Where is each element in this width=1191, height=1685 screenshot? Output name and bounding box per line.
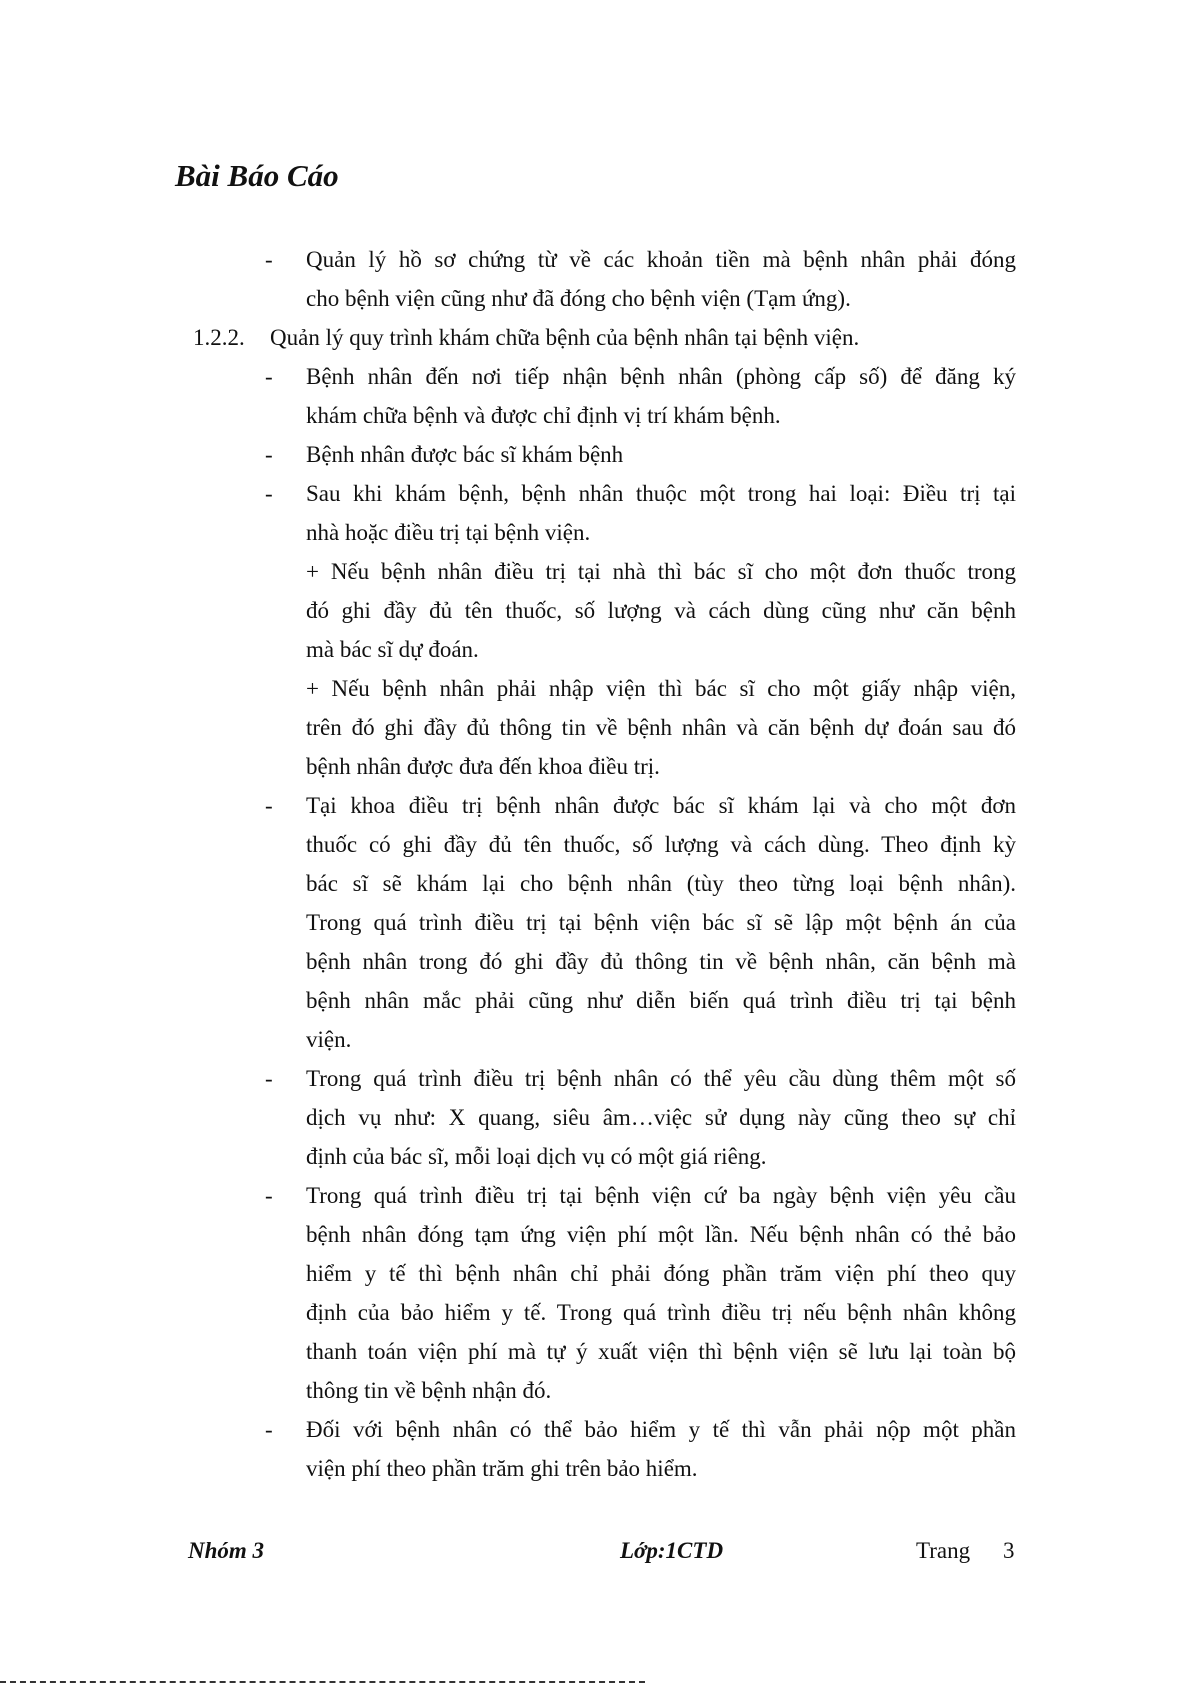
page-footer: [0, 1538, 1191, 1568]
line-text: khám chữa bệnh và được chỉ định vị trí khám bệnh.: [306, 403, 781, 428]
line-text: Trong quá trình điều trị tại bệnh viện cứ ba ngày bệnh viện yêu cầu: [306, 1183, 1016, 1208]
bullet-dash: -: [265, 1183, 273, 1208]
line-text: định của bác sĩ, mỗi loại dịch vụ có một giá riêng.: [306, 1144, 767, 1169]
section-heading-text: Quản lý quy trình khám chữa bệnh của bệnh nhân tại bệnh viện.: [270, 325, 860, 350]
line-text: hiểm y tế thì bệnh nhân chỉ phải đóng phần trăm viện phí theo quy: [306, 1261, 1016, 1286]
line-text: Quản lý hồ sơ chứng từ về các khoản tiền mà bệnh nhân phải đóng: [306, 247, 1016, 272]
line-text: bệnh nhân trong đó ghi đầy đủ thông tin về bệnh nhân, căn bệnh mà: [306, 949, 1016, 974]
text-line: [0, 630, 1191, 669]
page-header-title: Bài Báo Cáo: [175, 158, 339, 193]
line-text: bệnh nhân đóng tạm ứng viện phí một lần. Nếu bệnh nhân có thẻ bảo: [306, 1222, 1016, 1247]
text-line: [0, 1137, 1191, 1176]
text-line: [0, 1293, 1191, 1332]
line-text: bác sĩ sẽ khám lại cho bệnh nhân (tùy theo từng loại bệnh nhân).: [306, 871, 1016, 896]
bullet-dash: -: [265, 364, 273, 389]
line-text: + Nếu bệnh nhân điều trị tại nhà thì bác sĩ cho một đơn thuốc trong: [306, 559, 1016, 584]
line-text: thông tin về bệnh nhận đó.: [306, 1378, 552, 1403]
text-line: [0, 747, 1191, 786]
line-text: Tại khoa điều trị bệnh nhân được bác sĩ khám lại và cho một đơn: [306, 793, 1016, 818]
bullet-dash: -: [265, 442, 273, 467]
text-line: [0, 474, 1191, 513]
text-line: [0, 825, 1191, 864]
section-number: 1.2.2.: [193, 325, 245, 350]
line-text: Sau khi khám bệnh, bệnh nhân thuộc một trong hai loại: Điều trị tại: [306, 481, 1016, 506]
line-text: Bệnh nhân được bác sĩ khám bệnh: [306, 442, 624, 467]
text-line: [0, 513, 1191, 552]
text-line: [0, 1254, 1191, 1293]
text-line: [0, 864, 1191, 903]
text-line: [0, 1371, 1191, 1410]
text-line: [0, 1020, 1191, 1059]
bullet-dash: -: [265, 1417, 273, 1442]
text-line: [0, 240, 1191, 279]
footer-class: Lớp:1CTD: [620, 1538, 724, 1563]
text-line: [0, 942, 1191, 981]
page-bottom-divider: [0, 1681, 645, 1683]
line-text: viện phí theo phần trăm ghi trên bảo hiểm.: [306, 1456, 698, 1481]
line-text: Bệnh nhân đến nơi tiếp nhận bệnh nhân (phòng cấp số) để đăng ký: [306, 364, 1016, 389]
text-line: [0, 1176, 1191, 1215]
line-text: bệnh nhân được đưa đến khoa điều trị.: [306, 754, 660, 779]
text-line: [0, 1059, 1191, 1098]
text-line: [0, 435, 1191, 474]
text-line: [0, 357, 1191, 396]
text-line: [0, 1098, 1191, 1137]
bullet-dash: -: [265, 481, 273, 506]
text-line: [0, 981, 1191, 1020]
footer-page-label: Trang: [916, 1538, 971, 1563]
line-text: thanh toán viện phí mà tự ý xuất viện thì bệnh viện sẽ lưu lại toàn bộ: [306, 1339, 1016, 1364]
text-line: [0, 1410, 1191, 1449]
section-heading: [0, 318, 1191, 357]
line-text: đó ghi đầy đủ tên thuốc, số lượng và cách dùng cũng như căn bệnh: [306, 598, 1016, 623]
line-text: cho bệnh viện cũng như đã đóng cho bệnh viện (Tạm ứng).: [306, 286, 851, 311]
footer-page-number: 3: [1003, 1538, 1015, 1563]
line-text: định của bảo hiểm y tế. Trong quá trình điều trị nếu bệnh nhân không: [306, 1300, 1016, 1325]
text-line: [0, 552, 1191, 591]
line-text: nhà hoặc điều trị tại bệnh viện.: [306, 520, 591, 545]
text-line: [0, 1449, 1191, 1488]
text-line: [0, 591, 1191, 630]
text-line: [0, 786, 1191, 825]
text-line: [0, 708, 1191, 747]
text-line: [0, 279, 1191, 318]
document-body: [0, 240, 1191, 1488]
bullet-dash: -: [265, 247, 273, 272]
bullet-dash: -: [265, 1066, 273, 1091]
text-line: [0, 1332, 1191, 1371]
text-line: [0, 669, 1191, 708]
line-text: + Nếu bệnh nhân phải nhập viện thì bác sĩ cho một giấy nhập viện,: [306, 676, 1016, 701]
line-text: Trong quá trình điều trị bệnh nhân có thể yêu cầu dùng thêm một số: [306, 1066, 1016, 1091]
text-line: [0, 903, 1191, 942]
bullet-dash: -: [265, 793, 273, 818]
line-text: Trong quá trình điều trị tại bệnh viện bác sĩ sẽ lập một bệnh án của: [306, 910, 1016, 935]
line-text: thuốc có ghi đầy đủ tên thuốc, số lượng và cách dùng. Theo định kỳ: [306, 832, 1016, 857]
text-line: [0, 1215, 1191, 1254]
line-text: trên đó ghi đầy đủ thông tin về bệnh nhân và căn bệnh dự đoán sau đó: [306, 715, 1016, 740]
line-text: viện.: [306, 1027, 352, 1052]
footer-group: Nhóm 3: [188, 1538, 265, 1563]
line-text: dịch vụ như: X quang, siêu âm…việc sử dụng này cũng theo sự chỉ: [306, 1105, 1016, 1130]
text-line: [0, 396, 1191, 435]
line-text: mà bác sĩ dự đoán.: [306, 637, 479, 662]
line-text: Đối với bệnh nhân có thể bảo hiểm y tế thì vẫn phải nộp một phần: [306, 1417, 1016, 1442]
line-text: bệnh nhân mắc phải cũng như diễn biến quá trình điều trị tại bệnh: [306, 988, 1016, 1013]
